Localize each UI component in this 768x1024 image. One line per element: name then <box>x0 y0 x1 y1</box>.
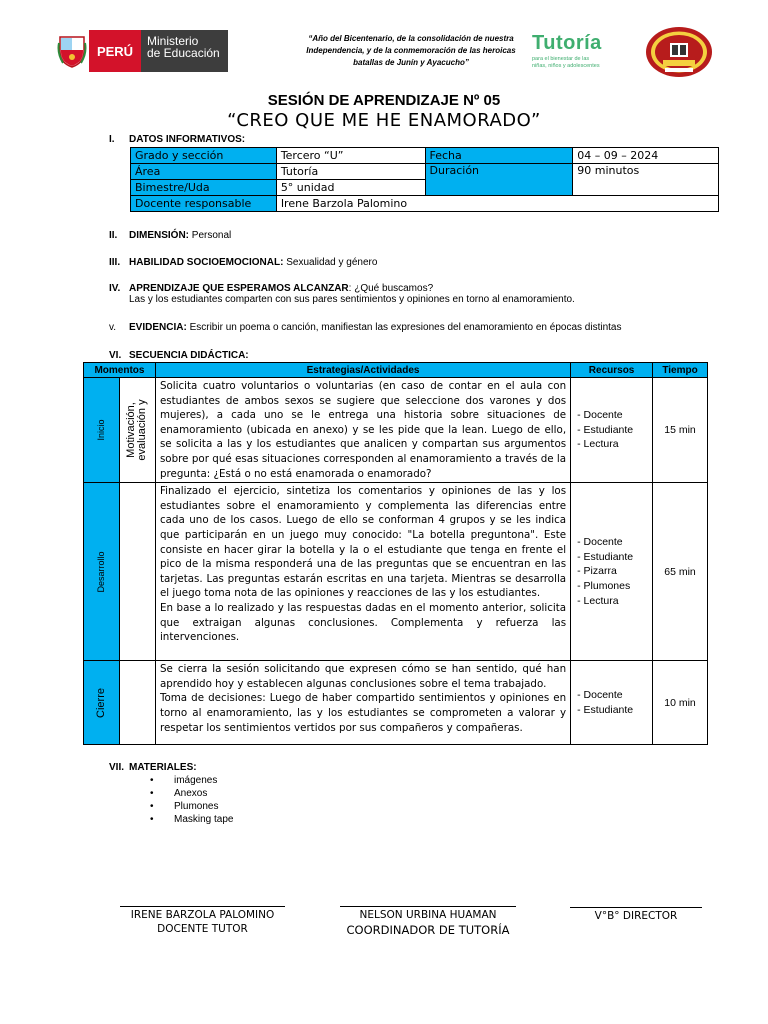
duracion-value: 90 minutos <box>573 164 719 196</box>
peru-label: PERÚ <box>89 30 141 72</box>
fecha-label: Fecha <box>425 148 573 164</box>
signature-name: NELSON URBINA HUAMAN <box>359 909 497 921</box>
area-label: Área <box>131 164 277 180</box>
section-num: IV. <box>109 283 121 294</box>
signature-docente <box>120 906 285 935</box>
resource-item: - Estudiante <box>577 550 634 563</box>
section-value: Sexualidad y género <box>283 257 378 268</box>
moment-label: Cierre <box>95 687 108 718</box>
list-item: • Anexos <box>150 787 233 800</box>
materials-list <box>150 774 233 826</box>
resource-item: - Estudiante <box>577 703 634 716</box>
session-title: SESIÓN DE APRENDIZAJE Nº 05 <box>267 92 501 109</box>
resource-item: - Lectura <box>577 438 619 451</box>
header-momentos: Momentos <box>84 363 156 378</box>
resource-item: - Lectura <box>577 594 619 607</box>
resource-item: - Pizarra <box>577 565 617 578</box>
grado-value: Tercero “U” <box>276 148 425 164</box>
desarrollo-time: 65 min <box>653 483 708 661</box>
school-seal-icon <box>645 26 713 78</box>
bimestre-value: 5° unidad <box>276 180 425 196</box>
moment-sub-inicio <box>119 378 155 483</box>
desarrollo-paragraph-1: Finalizado el ejercicio, sintetiza los comentarios y opiniones de las y los estudiantes sobre el enamoramiento y complementa las diferencias entre cada uno de los casos. Luego de ello se conforman 4 grupos y se les indica que participarán en un juego muy conocido: "La botella preguntona". Este consiste en hacer girar la botella y la o el estudiante que tenga en frente el pico de la misma responderá una de las preguntas que se encuentran en las tarjetas. Las preguntas estarán escritas en una tarjeta. Mientras se desarrolla el juego toma nota de las opiniones y reacciones de las y los estudiantes. <box>159 485 567 600</box>
signature-name: IRENE BARZOLA PALOMINO <box>130 909 275 921</box>
year-motto: “Año del Bicentenario, de la consolidación de nuestra Independencia, y de la conmemoración de las heroicas batallas de Junín y Ayacucho” <box>306 34 516 67</box>
table-row <box>131 164 719 180</box>
resource-item: - Docente <box>577 409 623 422</box>
section-num: III. <box>109 257 121 268</box>
section-label: SECUENCIA DIDÁCTICA: <box>129 350 249 361</box>
moment-sub-desarrollo <box>119 483 155 661</box>
table-row-desarrollo <box>84 483 708 661</box>
list-item: • imágenes <box>150 774 233 787</box>
table-row <box>131 148 719 164</box>
cierre-paragraph-1: Se cierra la sesión solicitando que expresen cómo se han sentido, qué han aprendido hoy y establecen algunas conclusiones sobre el tema trabajado. <box>159 663 567 690</box>
tutoria-logo <box>532 32 637 69</box>
signature-line <box>120 906 285 907</box>
resource-item: - Plumones <box>577 579 631 592</box>
section-habilidad <box>109 257 377 268</box>
section-value: : ¿Qué buscamos? <box>348 283 434 294</box>
tutoria-subtitle-2: niñas, niños y adolescentes <box>532 63 600 69</box>
fecha-value: 04 – 09 – 2024 <box>573 148 719 164</box>
section-value: Personal <box>189 230 232 241</box>
section-aprendizaje <box>109 283 575 305</box>
docente-label: Docente responsable <box>131 196 277 212</box>
signature-role: DOCENTE TUTOR <box>157 923 248 935</box>
ministry-line1: Ministerio <box>147 34 199 48</box>
peru-shield-icon <box>55 30 89 72</box>
moment-desarrollo <box>84 483 120 661</box>
desarrollo-paragraph-2: En base a lo realizado y las respuestas dadas en el momento anterior, solicita que extraigan algunas conclusiones. Complementa y refuerza las intervenciones. <box>159 601 567 644</box>
inicio-resources <box>571 378 653 483</box>
duracion-label: Duración <box>425 164 573 196</box>
section-dimension <box>109 230 231 241</box>
table-row <box>131 196 719 212</box>
section-label: MATERIALES: <box>129 762 197 773</box>
list-item: • Masking tape <box>150 813 233 826</box>
section-label: HABILIDAD SOCIOEMOCIONAL: <box>129 257 284 268</box>
moment-cierre <box>84 661 120 745</box>
moment-label: Desarrollo <box>96 551 107 593</box>
section-evidencia <box>109 322 621 333</box>
table-row-cierre <box>84 661 708 745</box>
cierre-resources <box>571 661 653 745</box>
resource-item: - Estudiante <box>577 423 634 436</box>
signature-coordinador <box>340 906 516 937</box>
grado-label: Grado y sección <box>131 148 277 164</box>
datos-table <box>130 147 719 212</box>
minedu-logo <box>55 30 228 72</box>
inicio-time: 15 min <box>653 378 708 483</box>
bimestre-label: Bimestre/Uda <box>131 180 277 196</box>
section-datos-heading <box>109 134 245 145</box>
moment-label: Inicio <box>96 419 107 441</box>
moment-inicio <box>84 378 120 483</box>
header-recursos: Recursos <box>571 363 653 378</box>
resource-item: - Docente <box>577 689 623 702</box>
ministry-name <box>141 30 228 72</box>
cierre-time: 10 min <box>653 661 708 745</box>
sequence-table <box>83 362 708 745</box>
section-num: VI. <box>109 350 122 361</box>
desarrollo-activity <box>155 483 570 661</box>
section-detail: Las y los estudiantes comparten con sus pares sentimientos y opiniones en torno al enamoramiento. <box>129 294 575 305</box>
inicio-activity: Solicita cuatro voluntarios o voluntarias (en caso de contar en el aula con estudiantes de ambos sexos se sugiere que seleccione dos varones y dos mujeres), a cada uno se le entrega una historia sobre situaciones de enamoramiento (ubicada en anexo) y se les pide que la lean. Luego de ello, se solicita a las y los estudiantes que analicen y compartan sus argumentos sobre por qué esas situaciones corresponden al enamoramiento a través de la pregunta: ¿Está o no está enamorada o enamorado? <box>155 378 570 483</box>
section-label: DATOS INFORMATIVOS: <box>129 134 246 145</box>
cierre-paragraph-2: Toma de decisiones: Luego de haber compartido sentimientos y opiniones en torno al enamoramiento, las y los estudiantes se comprometen a valorar y respetar los sentimientos vertidos por sus compañeros y compañeras. <box>159 692 567 734</box>
moment-sub-cierre <box>119 661 155 745</box>
header-tiempo: Tiempo <box>653 363 708 378</box>
signature-director <box>570 907 702 922</box>
area-value: Tutoría <box>276 164 425 180</box>
table-header-row <box>84 363 708 378</box>
section-value: Escribir un poema o canción, manifiestan las expresiones del enamoramiento en épocas distintas <box>186 322 622 333</box>
signature-role: COORDINADOR DE TUTORÍA <box>346 923 510 937</box>
section-num: VII. <box>109 762 125 773</box>
cierre-activity <box>155 661 570 745</box>
section-num: I. <box>109 134 115 145</box>
section-secuencia <box>109 350 249 361</box>
tutoria-subtitle-1: para el bienestar de las <box>532 56 590 62</box>
table-row-inicio <box>84 378 708 483</box>
section-num: II. <box>109 230 118 241</box>
resource-item: - Docente <box>577 536 623 549</box>
section-label: EVIDENCIA: <box>129 322 187 333</box>
list-item: • Plumones <box>150 800 233 813</box>
section-num: v. <box>109 322 117 333</box>
desarrollo-resources <box>571 483 653 661</box>
section-label: APRENDIZAJE QUE ESPERAMOS ALCANZAR <box>129 283 349 294</box>
ministry-line2: de Educación <box>147 46 220 60</box>
moment-sublabel: Motivación, evaluación y <box>125 399 149 461</box>
section-materiales <box>109 762 197 773</box>
signature-line <box>570 907 702 908</box>
session-name: “CREO QUE ME HE ENAMORADO” <box>227 110 541 131</box>
signature-line <box>340 906 516 907</box>
header-estrategias: Estrategias/Actividades <box>155 363 570 378</box>
docente-value: Irene Barzola Palomino <box>276 196 718 212</box>
signature-name: V°B° DIRECTOR <box>594 910 678 922</box>
section-label: DIMENSIÓN: <box>129 230 189 241</box>
tutoria-title: Tutoría <box>532 32 602 54</box>
